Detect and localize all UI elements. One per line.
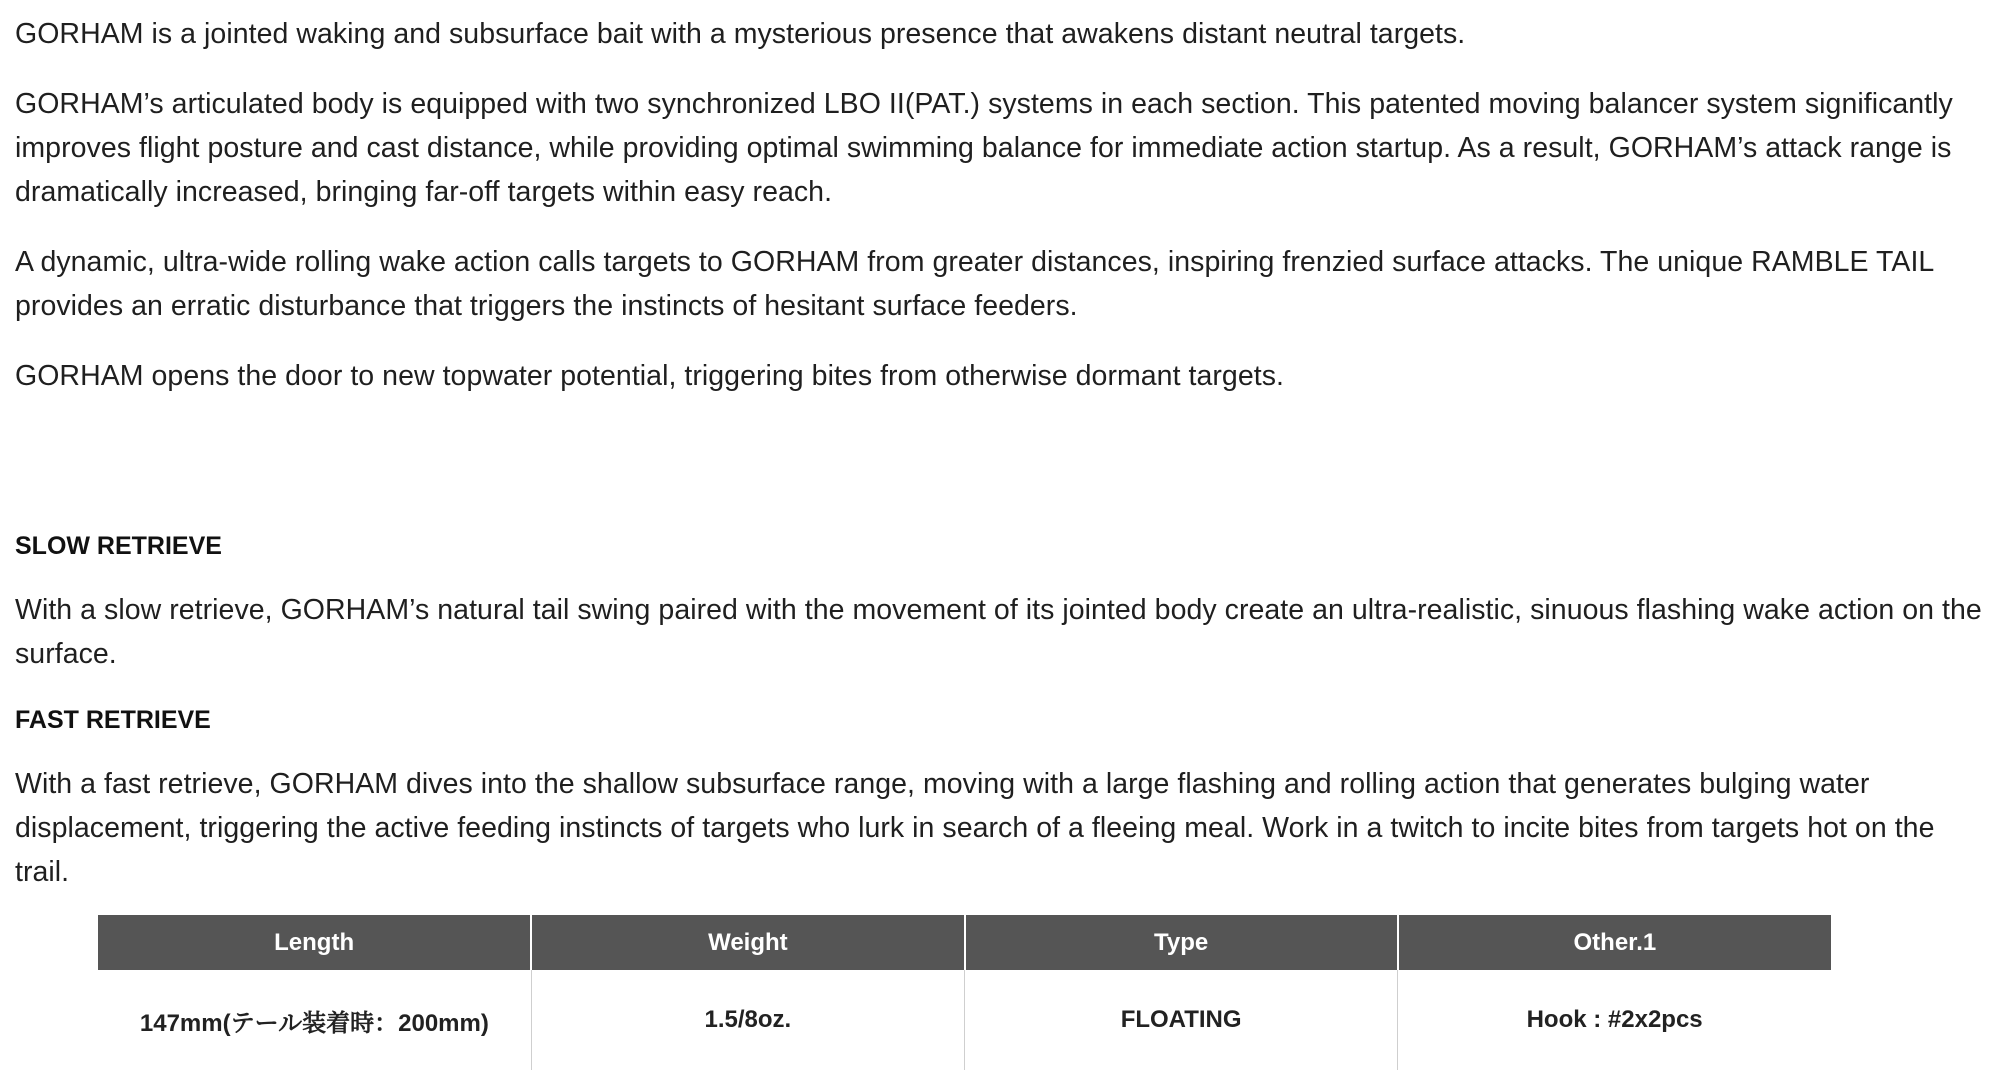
spec-other-value: Hook : #2x2pcs [1398,970,1831,1070]
spec-header-length: Length [98,915,531,970]
spec-type-value: FLOATING [965,970,1398,1070]
section-spacer [15,424,1990,528]
intro-paragraph: A dynamic, ultra-wide rolling wake action calls targets to GORHAM from greater distances, inspiring frenzied surface attacks. The unique RAMBLE TAIL provides an erratic disturbance that triggers the instincts of hesitant surface feeders. [15,246,1934,322]
spec-header-other: Other.1 [1398,915,1831,970]
spec-weight-value: 1.5/8oz. [531,970,964,1070]
intro-paragraph: GORHAM’s articulated body is equipped with two synchronized LBO II(PAT.) systems in each section. This patented moving balancer system significantly improves flight posture and cast distance, while providing optimal swimming balance for immediate action startup. As a result, GORHAM’s attack range is dramatically increased, bringing far-off targets within easy reach. [15,88,1953,208]
fast-retrieve-heading: FAST RETRIEVE [15,706,211,734]
intro-paragraph: GORHAM opens the door to new topwater potential, triggering bites from otherwise dormant targets. [15,360,1284,392]
spec-table [98,915,1831,1070]
spec-table-row [98,970,1831,1070]
fast-retrieve-text: With a fast retrieve, GORHAM dives into the shallow subsurface range, moving with a large flashing and rolling action that generates bulging water displacement, triggering the active feeding instincts of targets who lurk in search of a fleeing meal. Work in a twitch to incite bites from targets hot on the trail. [15,768,1935,888]
slow-retrieve-text: With a slow retrieve, GORHAM’s natural tail swing paired with the movement of its jointed body create an ultra-realistic, sinuous flashing wake action on the surface. [15,594,1982,670]
intro-paragraph: GORHAM is a jointed waking and subsurface bait with a mysterious presence that awakens distant neutral targets. [15,18,1466,50]
slow-retrieve-heading: SLOW RETRIEVE [15,532,222,560]
spec-table-header-row [98,915,1831,970]
spec-length-value: 147mm(テール装着時：200mm) [139,1009,489,1037]
product-description [15,12,1990,920]
spec-header-type: Type [965,915,1398,970]
spec-header-weight: Weight [531,915,964,970]
